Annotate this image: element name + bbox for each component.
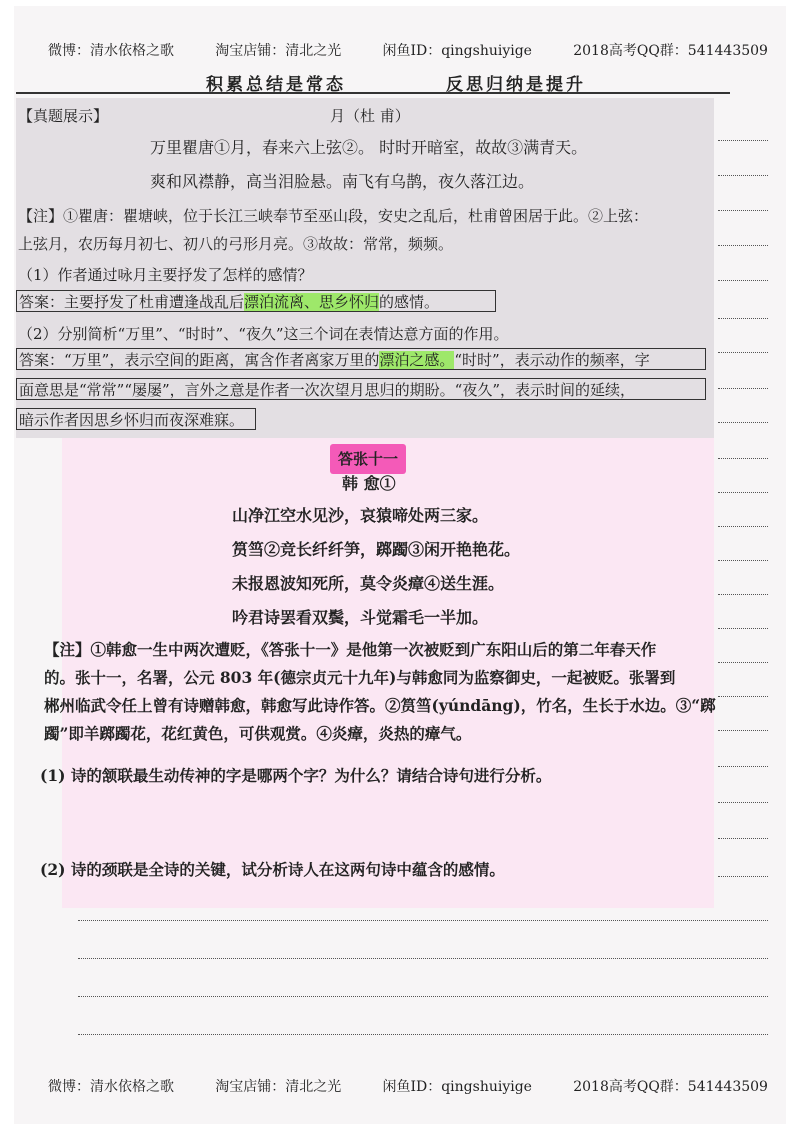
margin-dotted-line: [718, 210, 768, 211]
answer-line: [78, 958, 768, 959]
poem-note-line-3: 郴州临武令任上曾有诗赠韩愈，韩愈写此诗作答。②筼筜(yúndāng)，竹名，生长于水边。③“踯: [44, 696, 716, 715]
header-qq: 2018高考QQ群：541443509: [573, 43, 768, 59]
margin-dotted-line: [718, 802, 768, 803]
footer-xianyu: 闲鱼ID：qingshuiyige: [382, 1079, 532, 1095]
margin-dotted-line: [718, 140, 768, 141]
answer-2-line-2-text: 面意思是“常常”“屡屡”，言外之意是作者一次次望月思归的期盼。“夜久”，表示时间的延续，: [19, 381, 636, 399]
answer-1-highlight: 漂泊流离、思乡怀归: [244, 293, 380, 311]
poem-line-2: 筼筜②竞长纤纤笋，踯躅③闲开艳艳花。: [232, 540, 521, 559]
sample-note-line-2: 上弦月，农历每月初七、初八的弓形月亮。③故故：常常，频频。: [18, 235, 454, 253]
sample-question-2: （2）分别简析“万里”、“时时”、“夜久”这三个词在表情达意方面的作用。: [18, 325, 509, 343]
margin-dotted-line: [718, 876, 768, 877]
page-footer: [48, 1076, 768, 1096]
margin-dotted-line: [718, 352, 768, 353]
poem-author: 韩 愈①: [342, 474, 396, 493]
motto-left: 积累总结是常态: [206, 75, 346, 95]
sample-answer-2-line-1: [16, 348, 706, 370]
answer-2-line-3-text: 暗示作者因思乡怀归而夜深难寐。: [19, 411, 245, 429]
margin-dotted-line: [718, 318, 768, 319]
footer-weibo: 微博：清水依格之歌: [48, 1079, 174, 1095]
margin-dotted-line: [718, 662, 768, 663]
sample-answer-2-line-2: [16, 378, 706, 400]
answer-2-highlight: 漂泊之感。: [379, 351, 455, 369]
answer-1-text: 答案：主要抒发了杜甫遭逢战乱后: [19, 293, 245, 311]
sample-poem-line-1: 万里瞿唐①月，春来六上弦②。 时时开暗室，故故③满青天。: [150, 138, 588, 157]
sample-note-line-1: 【注】①瞿唐：瞿塘峡，位于长江三峡奉节至巫山段，安史之乱后，杜甫曾困居于此。②上弦：: [18, 207, 649, 225]
sample-answer-2-line-3: [16, 408, 256, 430]
sample-question-1: （1）作者通过咏月主要抒发了怎样的感情？: [18, 266, 313, 284]
poem-title-badge: 答张十一: [330, 444, 406, 474]
answer-1-end: 的感情。: [379, 293, 440, 311]
margin-dotted-line: [718, 838, 768, 839]
sample-poem-title: 月（杜 甫）: [330, 107, 410, 125]
footer-qq: 2018高考QQ群：541443509: [573, 1079, 768, 1095]
sample-label: 【真题展示】: [18, 107, 109, 125]
margin-dotted-line: [718, 594, 768, 595]
motto-right: 反思归纳是提升: [446, 75, 586, 95]
answer-line: [78, 1034, 768, 1035]
margin-dotted-line: [718, 175, 768, 176]
margin-dotted-line: [718, 696, 768, 697]
margin-dotted-line: [718, 492, 768, 493]
motto-banner: [16, 70, 730, 94]
margin-dotted-line: [718, 245, 768, 246]
answer-line: [78, 996, 768, 997]
question-2: (2) 诗的颈联是全诗的关键，试分析诗人在这两句诗中蕴含的感情。: [40, 860, 505, 879]
question-1: (1) 诗的颔联最生动传神的字是哪两个字？为什么？请结合诗句进行分析。: [40, 766, 552, 785]
answer-2-cont: “时时”，表示动作的频率，字: [454, 351, 650, 369]
header-xianyu: 闲鱼ID：qingshuiyige: [382, 43, 532, 59]
poem-note-line-1: 【注】①韩愈一生中两次遭贬，《答张十一》是他第一次被贬到广东阳山后的第二年春天作: [44, 640, 657, 659]
poem-note-line-2: 的。张十一，名署，公元 803 年(德宗贞元十九年)与韩愈同为监察御史，一起被贬。张署到: [44, 668, 676, 687]
sample-answer-1: [16, 290, 496, 312]
margin-dotted-line: [718, 628, 768, 629]
margin-dotted-line: [718, 766, 768, 767]
sample-poem-line-2: 爽和风襟静，高当泪脸悬。南飞有乌鹊，夜久落江边。: [150, 172, 535, 191]
poem-line-4: 吟君诗罢看双鬓，斗觉霜毛一半加。: [232, 608, 489, 627]
footer-taobao: 淘宝店铺：清北之光: [215, 1079, 342, 1095]
margin-dotted-line: [718, 388, 768, 389]
margin-dotted-line: [718, 280, 768, 281]
margin-dotted-line: [718, 526, 768, 527]
margin-dotted-line: [718, 730, 768, 731]
margin-dotted-line: [718, 458, 768, 459]
answer-2-text: 答案：“万里”，表示空间的距离，寓含作者离家万里的: [19, 351, 380, 369]
margin-dotted-line: [718, 560, 768, 561]
answer-line: [78, 920, 768, 921]
poem-note-line-4: 躅”即羊踯躅花，花红黄色，可供观赏。④炎瘴，炎热的瘴气。: [44, 724, 472, 743]
poem-line-1: 山净江空水见沙，哀猿啼处两三家。: [232, 506, 489, 525]
page-header: [48, 40, 768, 60]
margin-dotted-line: [718, 422, 768, 423]
header-taobao: 淘宝店铺：清北之光: [215, 43, 342, 59]
header-weibo: 微博：清水依格之歌: [48, 43, 174, 59]
poem-line-3: 未报恩波知死所，莫令炎瘴④送生涯。: [232, 574, 505, 593]
